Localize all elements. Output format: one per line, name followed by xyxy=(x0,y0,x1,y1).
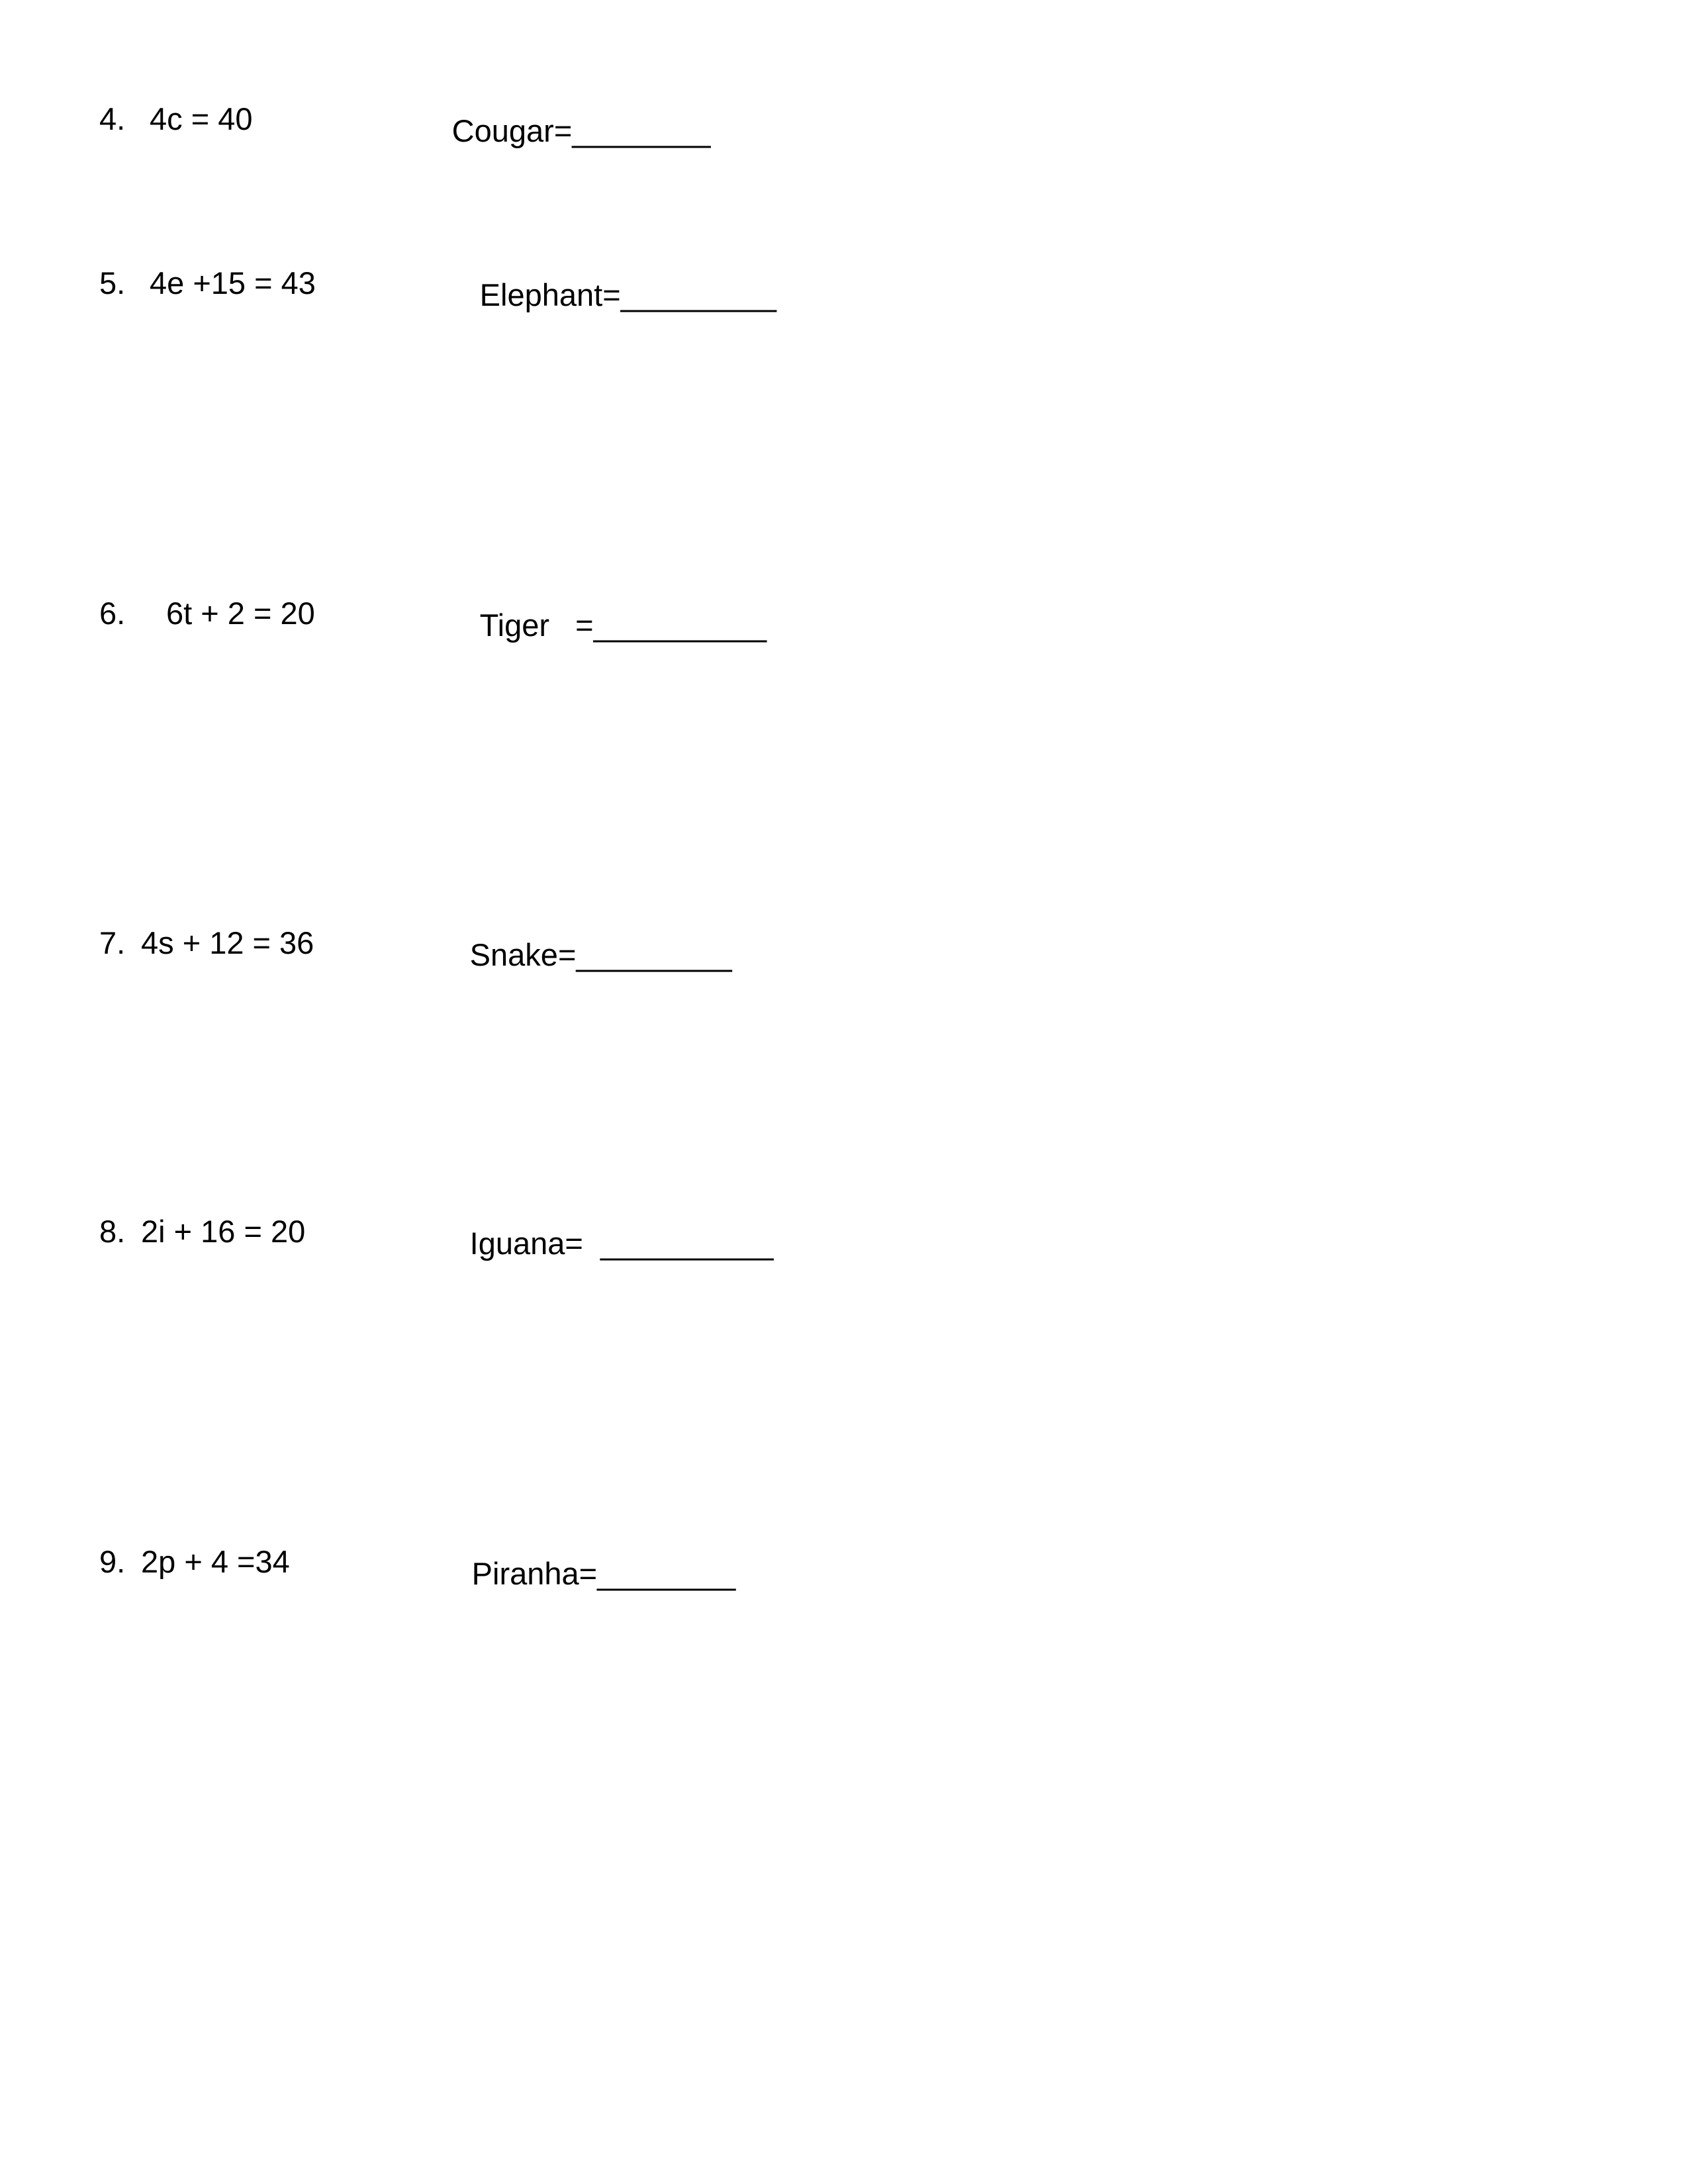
problem-8 xyxy=(0,1212,1688,1271)
answer-blank[interactable]: ________ xyxy=(572,113,711,148)
problem-equation: 4e +15 = 43 xyxy=(150,265,316,300)
answer-blank[interactable]: ________ xyxy=(597,1556,736,1591)
answer-group xyxy=(462,263,776,312)
problem-number: 4. xyxy=(99,101,126,136)
problem-equation: 6t + 2 = 20 xyxy=(166,596,315,631)
problem-equation: 4c = 40 xyxy=(150,101,253,136)
problem-7 xyxy=(0,923,1688,983)
problem-equation: 4s + 12 = 36 xyxy=(141,925,314,960)
answer-blank[interactable]: _________ xyxy=(620,277,776,312)
answer-blank[interactable]: _________ xyxy=(576,937,732,972)
animal-label: Piranha= xyxy=(471,1556,598,1591)
problem-number: 8. xyxy=(99,1214,126,1249)
animal-label: Snake= xyxy=(469,937,577,972)
animal-label: Iguana= xyxy=(469,1226,600,1261)
problem-4 xyxy=(0,99,1688,159)
animal-label: Elephant= xyxy=(479,277,621,312)
problem-9 xyxy=(0,1542,1688,1602)
answer-group xyxy=(454,1542,736,1591)
problem-number: 6. xyxy=(99,596,126,631)
answer-group xyxy=(434,99,711,148)
problem-6 xyxy=(0,594,1688,653)
problem-number: 9. xyxy=(99,1544,126,1579)
answer-blank[interactable]: __________ xyxy=(600,1226,774,1261)
problem-equation: 2i + 16 = 20 xyxy=(141,1214,306,1249)
problem-number: 5. xyxy=(99,265,126,300)
answer-group xyxy=(452,923,732,972)
animal-label: Tiger = xyxy=(479,608,594,643)
problem-equation: 2p + 4 =34 xyxy=(141,1544,290,1579)
answer-group xyxy=(452,1212,774,1261)
problem-number: 7. xyxy=(99,925,126,960)
problem-5 xyxy=(0,263,1688,323)
answer-blank[interactable]: __________ xyxy=(593,608,767,643)
answer-group xyxy=(462,594,767,643)
animal-label: Cougar= xyxy=(451,113,573,148)
